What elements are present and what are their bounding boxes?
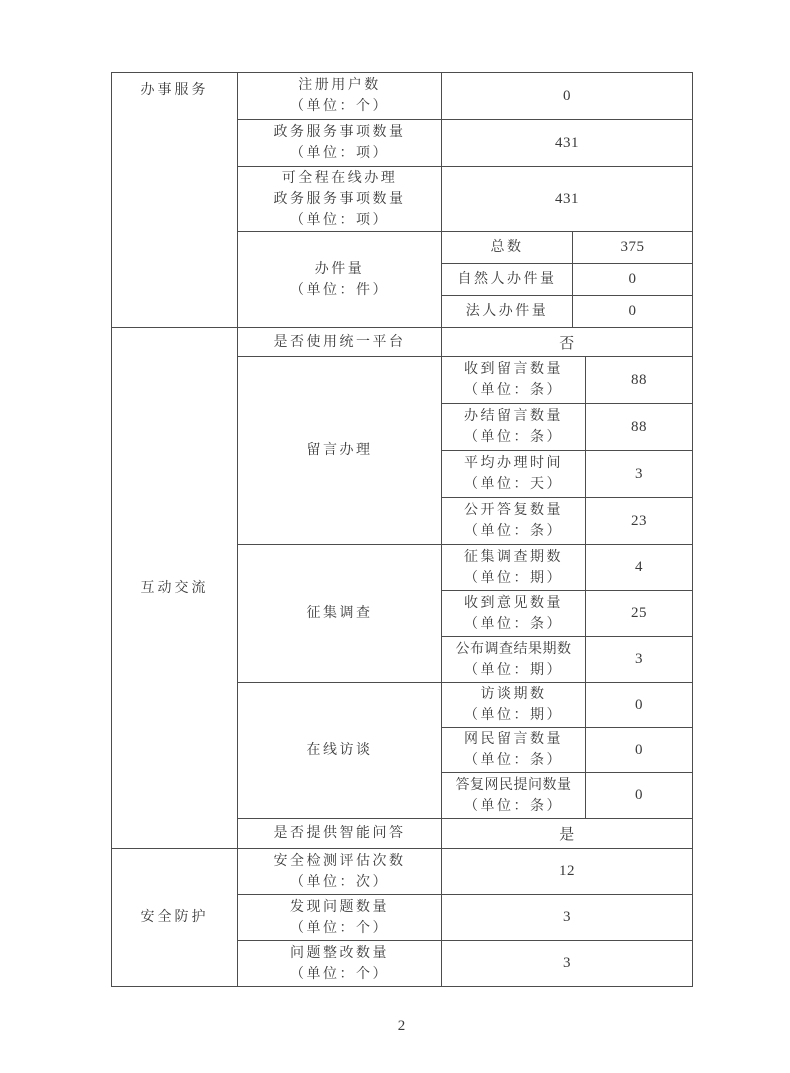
cases-legal-label: 法人办件量 (465, 304, 549, 319)
page-number: 2 (397, 1018, 406, 1034)
interviews-question-replies-value: 0 (586, 773, 693, 819)
security-assessments-value: 12 (442, 849, 693, 895)
online-items-label-cell (238, 167, 442, 232)
surveys-results-label-cell (442, 637, 586, 683)
messages-avg-time-value: 3 (586, 451, 693, 498)
surveys-periods-label: 征集调查期数 (464, 549, 563, 565)
surveys-opinions-label: 收到意见数量 (464, 595, 563, 611)
messages-completed-value: 88 (586, 404, 693, 451)
messages-completed-unit: （单位：条） (464, 430, 563, 445)
security-assessments-label: 安全检测评估次数 (273, 853, 406, 869)
registered-users-unit: （单位：个） (290, 99, 389, 114)
security-problems-rectified-label-cell (238, 941, 442, 987)
surveys-opinions-unit: （单位：条） (464, 616, 563, 632)
smart-qa-label: 是否提供智能问答 (273, 826, 406, 841)
online-items-label2: 政务服务事项数量 (273, 191, 406, 207)
smart-qa-label-cell (238, 819, 442, 849)
cases-label: 办件量 (314, 261, 365, 277)
cases-natural-label-cell (442, 264, 573, 296)
registered-users-label: 注册用户数 (298, 78, 381, 93)
service-items-value: 431 (442, 120, 693, 167)
cases-total-label: 总数 (490, 240, 524, 255)
messages-completed-label-cell (442, 404, 586, 451)
row-unified-platform (112, 328, 693, 357)
security-problems-found-label-cell (238, 895, 442, 941)
service-items-label: 政务服务事项数量 (273, 125, 406, 140)
security-assessments-unit: （单位：次） (290, 874, 389, 890)
messages-received-label: 收到留言数量 (464, 362, 563, 377)
cases-total-label-cell (442, 232, 573, 264)
messages-public-replies-label: 公开答复数量 (464, 503, 563, 518)
category-label-security: 安全防护 (140, 910, 209, 925)
security-assessments-label-cell (238, 849, 442, 895)
security-problems-rectified-value: 3 (442, 941, 693, 987)
category-cell-interaction (112, 328, 238, 849)
surveys-results-label: 公布调查结果期数 (455, 641, 572, 657)
smart-qa-value: 是 (442, 819, 693, 849)
messages-received-unit: （单位：条） (464, 383, 563, 398)
interviews-netizen-messages-label-cell (442, 728, 586, 773)
surveys-label: 征集调查 (306, 606, 373, 621)
surveys-results-value: 3 (586, 637, 693, 683)
messages-public-replies-value: 23 (586, 498, 693, 545)
statistics-table (111, 72, 693, 987)
unified-platform-label: 是否使用统一平台 (273, 334, 406, 350)
messages-public-replies-unit: （单位：条） (464, 524, 563, 539)
interviews-label-cell (238, 683, 442, 819)
category-cell-security (112, 849, 238, 987)
category-cell-service (112, 73, 238, 328)
messages-received-value: 88 (586, 357, 693, 404)
service-items-unit: （单位：项） (290, 146, 389, 161)
messages-completed-label: 办结留言数量 (464, 409, 563, 424)
interviews-netizen-messages-value: 0 (586, 728, 693, 773)
surveys-periods-value: 4 (586, 545, 693, 591)
surveys-periods-label-cell (442, 545, 586, 591)
surveys-label-cell (238, 545, 442, 683)
category-label-interaction: 互动交流 (140, 580, 209, 596)
cases-label-cell (238, 232, 442, 328)
online-items-value: 431 (442, 167, 693, 232)
surveys-opinions-label-cell (442, 591, 586, 637)
messages-avg-time-unit: （单位：天） (464, 477, 563, 492)
surveys-periods-unit: （单位：期） (464, 570, 563, 586)
interviews-periods-unit: （单位：期） (464, 708, 563, 723)
interviews-label: 在线访谈 (306, 743, 373, 758)
messages-label-cell (238, 357, 442, 545)
interviews-question-replies-unit: （单位：条） (464, 798, 563, 814)
messages-public-replies-label-cell (442, 498, 586, 545)
category-label-service: 办事服务 (140, 83, 209, 98)
registered-users-value: 0 (442, 73, 693, 120)
cases-legal-value: 0 (573, 296, 693, 328)
cases-unit: （单位：件） (290, 282, 389, 298)
messages-label: 留言办理 (306, 443, 373, 458)
interviews-netizen-messages-unit: （单位：条） (464, 753, 563, 768)
messages-avg-time-label-cell (442, 451, 586, 498)
interviews-question-replies-label: 答复网民提问数量 (455, 777, 572, 793)
interviews-question-replies-label-cell (442, 773, 586, 819)
cases-natural-label: 自然人办件量 (457, 272, 557, 287)
interviews-periods-value: 0 (586, 683, 693, 728)
unified-platform-value: 否 (442, 328, 693, 357)
cases-legal-label-cell (442, 296, 573, 328)
security-problems-rectified-unit: （单位：个） (290, 966, 389, 982)
security-problems-found-label: 发现问题数量 (290, 899, 389, 915)
security-problems-found-value: 3 (442, 895, 693, 941)
online-items-label1: 可全程在线办理 (281, 170, 398, 186)
security-problems-rectified-label: 问题整改数量 (290, 945, 389, 961)
cases-natural-value: 0 (573, 264, 693, 296)
messages-avg-time-label: 平均办理时间 (464, 456, 563, 471)
online-items-unit: （单位：项） (290, 212, 389, 228)
row-registered-users (112, 73, 693, 120)
cases-total-value: 375 (573, 232, 693, 264)
surveys-opinions-value: 25 (586, 591, 693, 637)
service-items-label-cell (238, 120, 442, 167)
messages-received-label-cell (442, 357, 586, 404)
unified-platform-label-cell (238, 328, 442, 357)
security-problems-found-unit: （单位：个） (290, 920, 389, 936)
interviews-netizen-messages-label: 网民留言数量 (464, 732, 563, 747)
surveys-results-unit: （单位：期） (464, 662, 563, 678)
interviews-periods-label: 访谈期数 (480, 687, 547, 702)
row-security-assessments (112, 849, 693, 895)
interviews-periods-label-cell (442, 683, 586, 728)
registered-users-label-cell (238, 73, 442, 120)
